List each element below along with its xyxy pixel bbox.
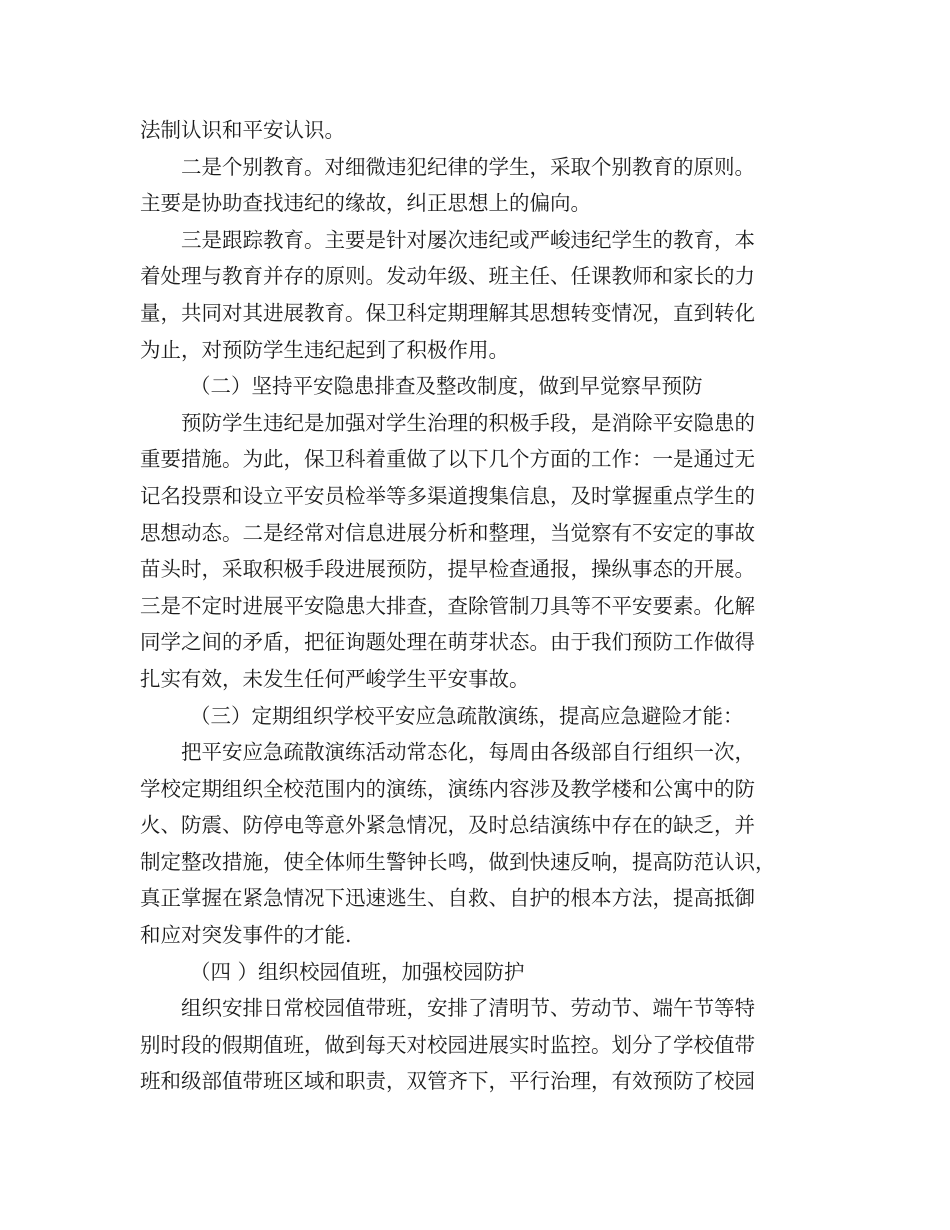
text-line: 苗头时，采取积极手段进展预防，提早检查通报，操纵事态的开展。 (140, 557, 755, 582)
text-line: 组织安排日常校园值带班，安排了清明节、劳动节、端午节等特 (181, 996, 755, 1021)
section-heading-line: （三）定期组织学校平安应急疏散演练，提高应急避险才能： (190, 703, 744, 728)
text-line: 同学之间的矛盾，把征询题处理在萌芽状态。由于我们预防工作做得 (140, 630, 755, 655)
text-line: 三是跟踪教育。主要是针对屡次违纪或严峻违纪学生的教育，本 (181, 227, 755, 252)
text-line: 预防学生违纪是加强对学生治理的积极手段，是消除平安隐患的 (181, 410, 755, 435)
text-line: 为止，对预防学生违纪起到了积极作用。 (140, 337, 509, 362)
text-line: 二是个别教育。对细微违犯纪律的学生，采取个别教育的原则。 (181, 154, 755, 179)
text-line: 把平安应急疏散演练活动常态化，每周由各级部自行组织一次， (181, 740, 755, 765)
section-heading-line: （四 ）组织校园值班，加强校园防护 (190, 959, 525, 984)
text-line: 思想动态。二是经常对信息进展分析和整理，当觉察有不安定的事故 (140, 520, 755, 545)
text-line: 着处理与教育并存的原则。发动年级、班主任、任课教师和家长的力 (140, 264, 755, 289)
body-text (140, 112, 820, 1100)
text-line: 班和级部值带班区域和职责，双管齐下，平行治理，有效预防了校园 (140, 1069, 755, 1094)
text-line: 主要是协助查找违纪的缘故，纠正思想上的偏向。 (140, 191, 591, 216)
text-line: 火、防震、防停电等意外紧急情况，及时总结演练中存在的缺乏，并 (140, 813, 755, 838)
text-line: 和应对突发事件的才能. (140, 923, 352, 948)
text-line: 三是不定时进展平安隐患大排查，查除管制刀具等不平安要素。化解 (140, 593, 755, 618)
text-line: 扎实有效，未发生任何严峻学生平安事故。 (140, 666, 530, 691)
text-line: 重要措施。为此，保卫科着重做了以下几个方面的工作：一是通过无 (140, 447, 755, 472)
text-line: 制定整改措施，使全体师生警钟长鸣，做到快速反响，提高防范认识， (140, 849, 776, 874)
text-line: 学校定期组织全校范围内的演练，演练内容涉及教学楼和公寓中的防 (140, 776, 755, 801)
text-line: 别时段的假期值班，做到每天对校园进展实时监控。划分了学校值带 (140, 1032, 755, 1057)
section-heading-line: （二）坚持平安隐患排查及整改制度，做到早觉察早预防 (190, 374, 703, 399)
text-line: 记名投票和设立平安员检举等多渠道搜集信息，及时掌握重点学生的 (140, 483, 755, 508)
text-line: 真正掌握在紧急情况下迅速逃生、自救、自护的根本方法，提高抵御 (140, 886, 755, 911)
text-line: 法制认识和平安认识。 (140, 118, 345, 142)
text-line: 量，共同对其进展教育。保卫科定期理解其思想转变情况，直到转化 (140, 300, 755, 325)
